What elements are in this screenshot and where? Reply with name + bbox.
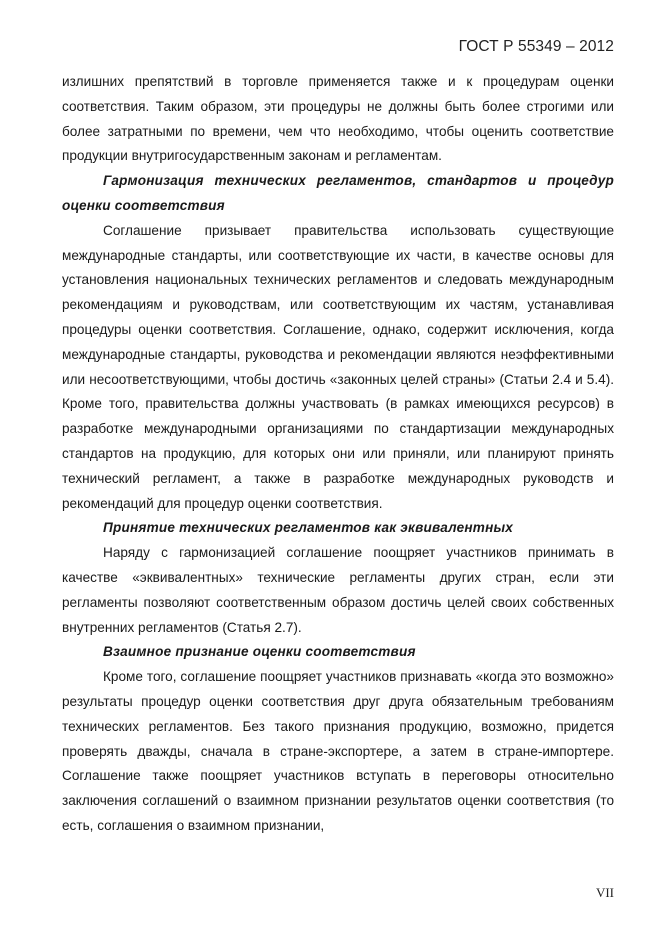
paragraph-intro: излишних препятствий в торговле применяется также и к процедурам оценки соответствия. Таким образом, эти процедуры не должны быть более строгими или более затратными по времени, чем что необходимо, чтобы оценить соответствие продукции внутригосударственным законам и регламентам. — [62, 74, 614, 164]
paragraph-recognition: Кроме того, соглашение поощряет участников признавать «когда это возможно» результаты процедур оценки соответствия друг друга обязательным требованиям технических регламентов. Без такого признания продукцию, возможно, придется проверять дважды, сначала в стране-экспортере, а затем в стране-импортере. Соглашение также поощряет участников вступать в переговоры относительно заключения соглашений о взаимном признании результатов оценки соответствия (то есть, соглашения о взаимном признании, — [62, 669, 614, 833]
paragraph-harmonization: Соглашение призывает правительства использовать существующие международные стандарты, или соответствующие их части, в качестве основы для установления национальных технических регламентов и следовать международным рекомендациям и руководствам, или соответствующим их частям, устанавливая процедуры оценки соответствия. Соглашение, однако, содержит исключения, когда международные стандарты, руководства и рекомендации являются неэффективными или несоответствующими, чтобы достичь «законных целей страны» (Статьи 2.4 и 5.4). Кроме того, правительства должны участвовать (в рамках имеющихся ресурсов) в разработке международными организациями по стандартизации международных стандартов на продукцию, для которых они или приняли, или планируют принять технический регламент, а также в разработке международных руководств и рекомендаций для процедур оценки соответствия. — [62, 222, 614, 511]
page-number: VII — [595, 885, 614, 900]
section-heading-recognition: Взаимное признание оценки соответствия — [103, 644, 416, 660]
paragraph-equivalent: Наряду с гармонизацией соглашение поощряет участников принимать в качестве «эквивалентных» технические регламенты других стран, если эти регламенты позволяют соответственным образом достичь целей своих собственных внутренних регламентов (Статья 2.7). — [62, 545, 614, 635]
section-heading-harmonization: Гармонизация технических регламентов, стандартов и процедур оценки соответствия — [62, 173, 614, 213]
standard-header: ГОСТ Р 55349 – 2012 — [458, 38, 614, 55]
document-body — [62, 70, 614, 839]
section-heading-equivalent: Принятие технических регламентов как эквивалентных — [103, 520, 514, 536]
